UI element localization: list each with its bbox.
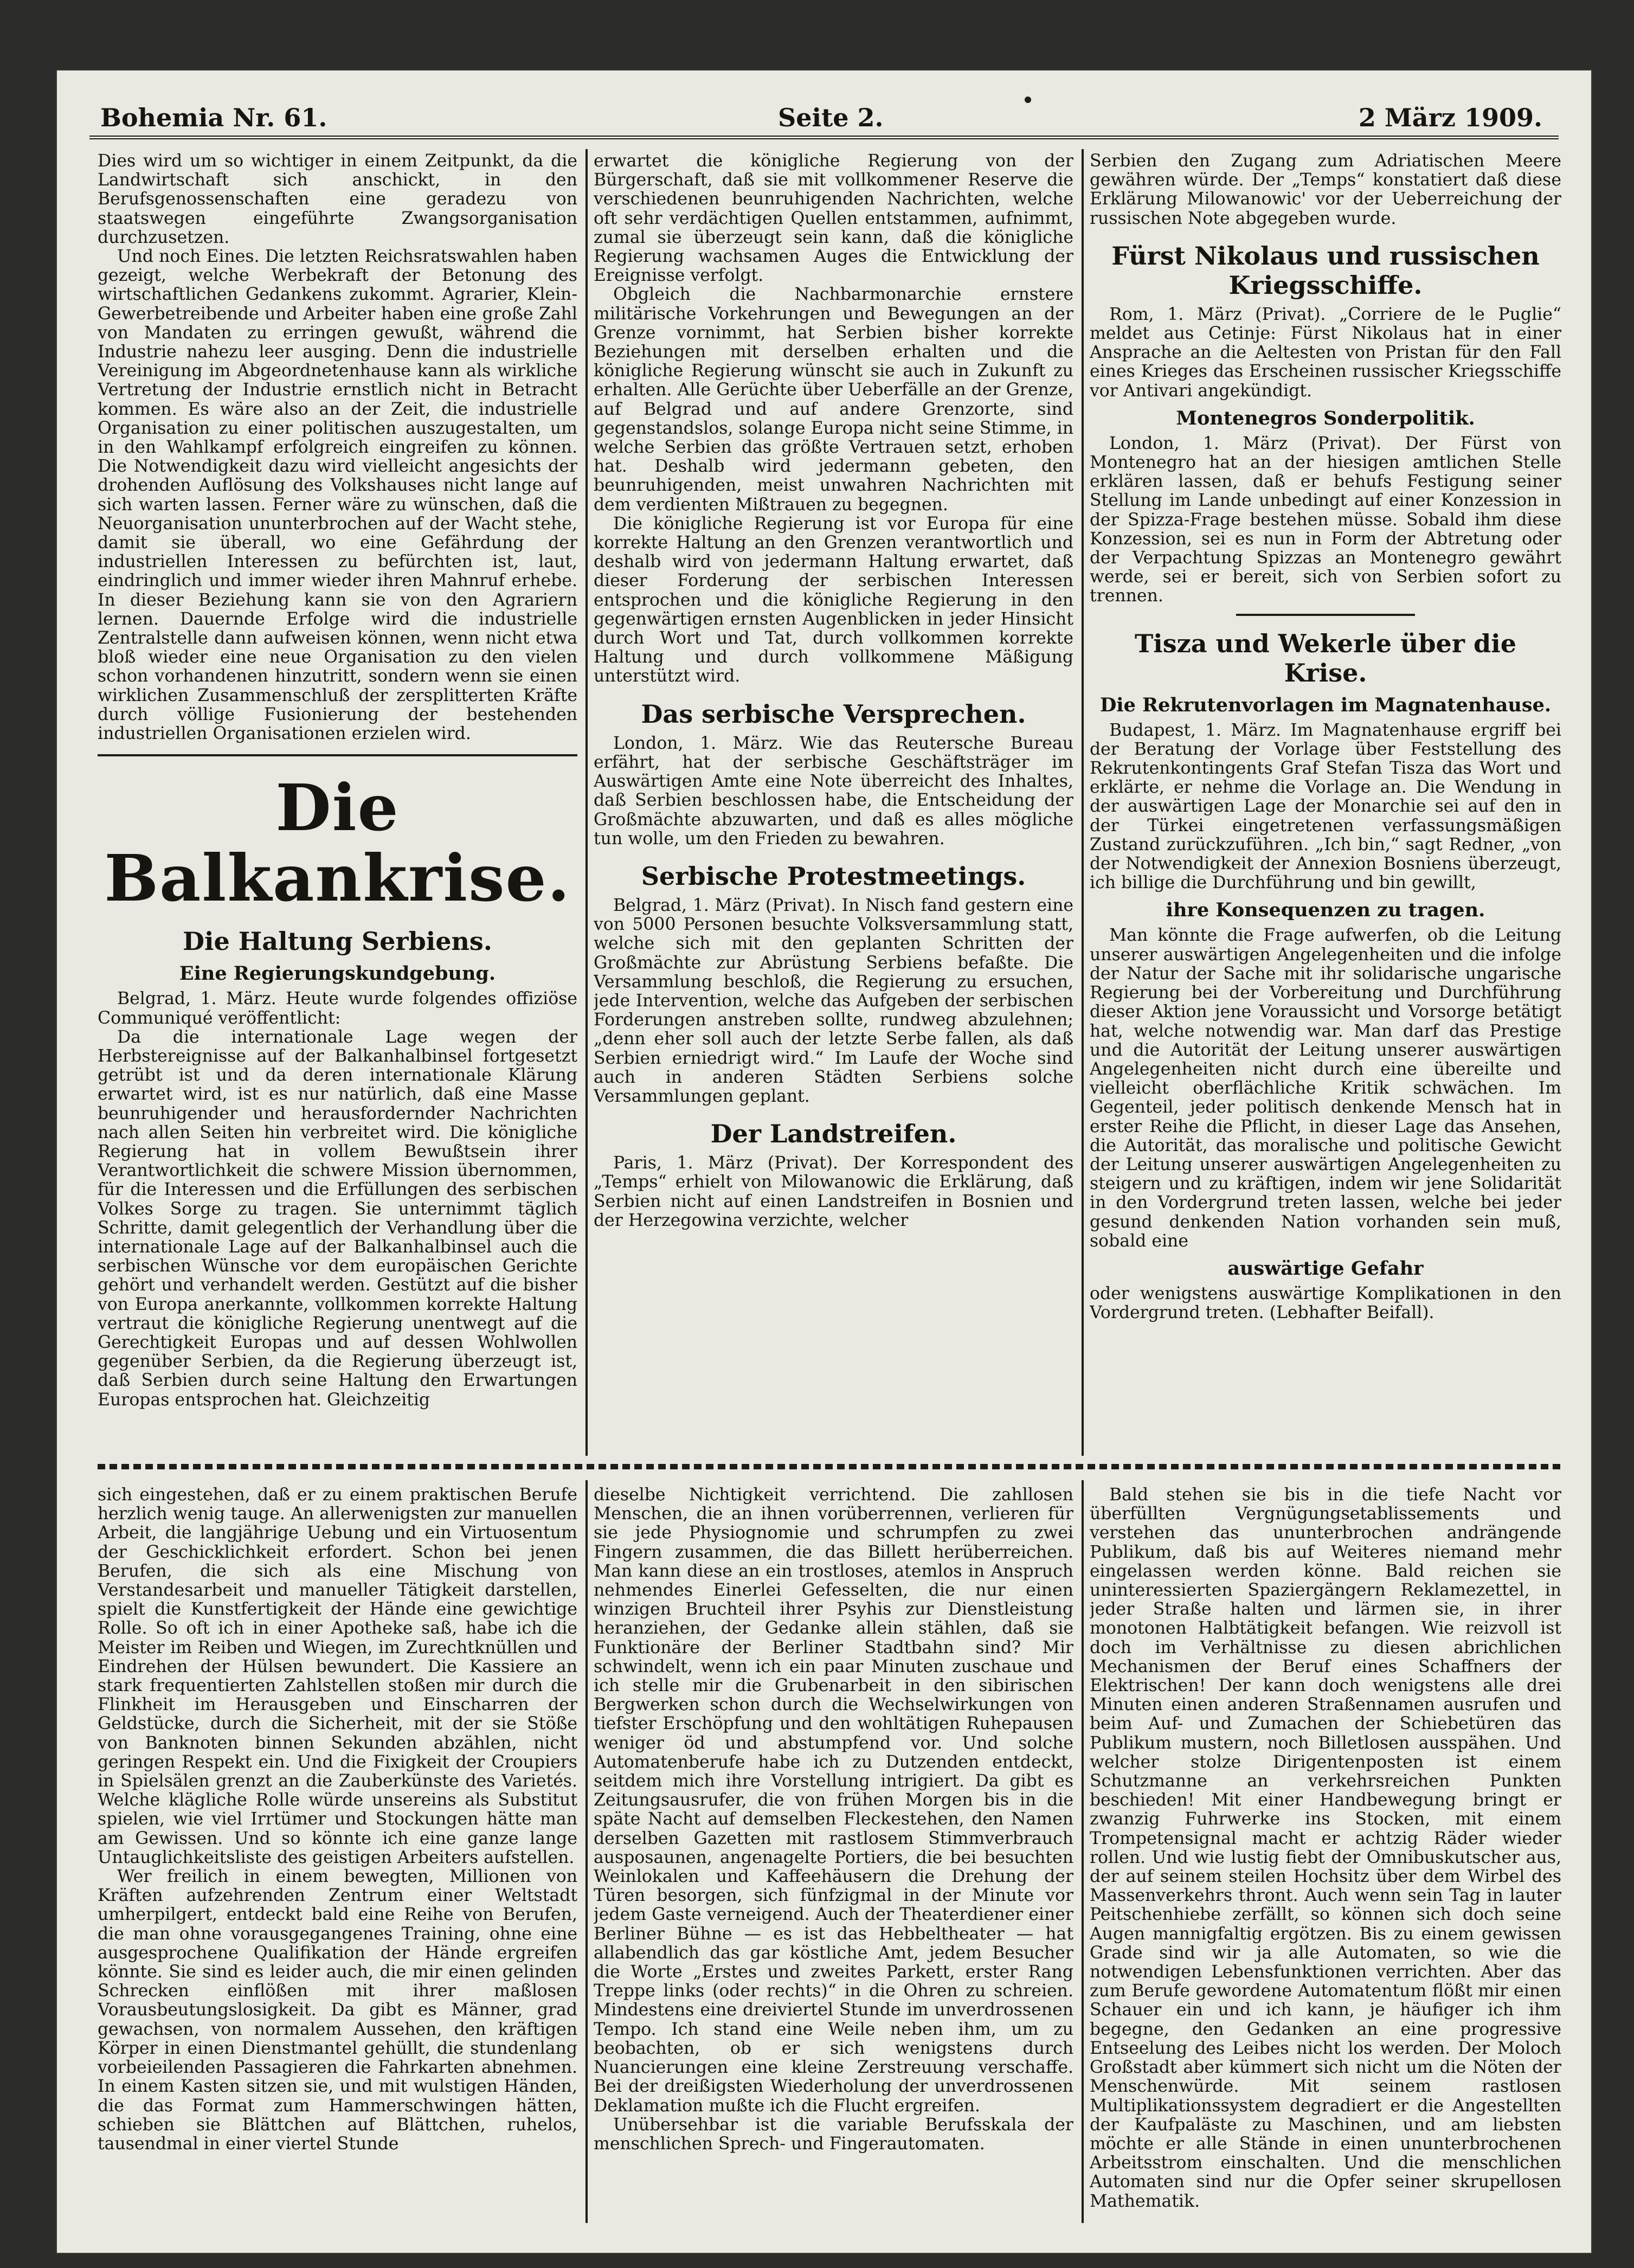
article-paragraph: Obgleich die Nachbarmonarchie ernstere militärische Vorkehrungen und Bewegungen an der Grenze vornimmt, hat Serbien bisher korrekte Beziehungen mit derselben erhalten und die königliche Regierung wünscht sie auch in Zukunft zu erhalten. Alle Gerüchte über Ueberfälle an der Grenze, auf Belgrad und auf andere Grenzorte, sind gegenstandslos, solange Europa nicht seine Stimme, in welche Serbien das größte Vertrauen setzt, erhoben hat. Deshalb wird jedermann gebeten, den beunruhigenden, meist unwahren Nachrichten mit dem verdienten Mißtrauen zu begegnen. bbox=[594, 285, 1073, 515]
article-paragraph: Serbien den Zugang zum Adriatischen Meere gewähren würde. Der „Temps“ konstatiert daß diese Erklärung Milowanowic' vor der Ueberreichung der russischen Note abgegeben wurde. bbox=[1090, 152, 1561, 228]
issue-date: 2 März 1909. bbox=[1358, 103, 1542, 132]
column-rule bbox=[1082, 1480, 1084, 2223]
bottom-column-3 bbox=[1090, 1486, 1561, 2223]
section-title: Die Balkankrise. bbox=[104, 770, 571, 916]
article-paragraph: Rom, 1. März (Privat). „Corriere de le Puglie“ meldet aus Cetinje: Fürst Nikolaus hat in einer Ansprache an die Aeltesten von Pristan für den Fall eines Krieges das Erscheinen russischer Kriegsschiffe vor Antivari angekündigt. bbox=[1090, 304, 1561, 401]
short-divider bbox=[1236, 614, 1416, 616]
feuilleton-divider bbox=[98, 1464, 1561, 1469]
top-column-3 bbox=[1090, 152, 1561, 1453]
feuilleton-paragraph: Unübersehbar ist die variable Berufsskala der menschlichen Sprech- und Fingerautomaten. bbox=[594, 2115, 1073, 2154]
article-paragraph: Paris, 1. März (Privat). Der Korrespondent des „Temps“ erhielt von Milowanowic die Erklärung, daß Serbien nicht auf einen Landstreifen in Bosnien und der Herzegowina verzichte, welcher bbox=[594, 1153, 1073, 1230]
article-paragraph: Die königliche Regierung ist vor Europa für eine korrekte Haltung an den Grenzen verantwortlich und deshalb wird von jedermann Haltung erwartet, daß dieser Forderung der serbischen Interessen entsprochen und die königliche Regierung in den gegenwärtigen ernsten Augenblicken in jeder Hinsicht durch Wort und Tat, durch vollkommen korrekte Haltung und durch vollkommene Mäßigung unterstützt wird. bbox=[594, 513, 1073, 686]
inline-heading: ihre Konsequenzen zu tragen. bbox=[1166, 899, 1485, 922]
column-rule bbox=[586, 1480, 588, 2223]
paper-name: Bohemia Nr. 61. bbox=[100, 103, 327, 132]
article-paragraph: Dies wird um so wichtiger in einem Zeitpunkt, da die Landwirtschaft sich anschickt, in den Berufsgenossenschaften eine geradezu von staatswegen eingeführte Zwangsorganisation durchzusetzen. bbox=[98, 152, 577, 247]
article-paragraph: Budapest, 1. März. Im Magnatenhause ergriff bei der Beratung der Vorlage über Feststellung des Rekrutenkontingents Graf Stefan Tisza das Wort und erklärte, er nehme die Vorlage an. Die Wendung in der auswärtigen Lage der Monarchie sei auf den in der Türkei eingetretenen verfassungsmäßigen Zustand zurückzuführen. „Ich bin,“ sagt Redner, „von der Notwendigkeit der Annexion Bosniens überzeugt, ich billige die Durchführung und bin gewillt, bbox=[1090, 720, 1561, 893]
newspaper-page bbox=[57, 70, 1591, 2253]
article-paragraph: London, 1. März. Wie das Reutersche Bureau erfährt, hat der serbische Geschäftsträger im Auswärtigen Amte eine Note überreicht des Inhaltes, daß Serbien beschlossen habe, die Entscheidung der Großmächte abzuwarten, und daß es alles mögliche tun wolle, um den Frieden zu bewahren. bbox=[594, 733, 1073, 849]
article-heading: Serbische Protestmeetings. bbox=[641, 861, 1026, 891]
article-heading: Der Landstreifen. bbox=[710, 1119, 957, 1149]
article-paragraph: Da die internationale Lage wegen der Herbstereignisse auf der Balkanhalbinsel fortgesetzt getrübt ist und da deren internationale Klärung erwartet wird, ist es nur natürlich, daß eine Masse beunruhigender und herausfordernder Nachrichten nach allen Seiten hin verbreitet wird. Die königliche Regierung hat in vollem Bewußtsein ihrer Verantwortlichkeit die schwere Mission übernommen, für die Interessen und die Erfüllungen des serbischen Volkes Sorge zu tragen. Sie unternimmt täglich Schritte, damit gelegentlich der Verhandlung über die internationale Lage auf der Balkanhalbinsel auch die serbischen Wünsche vor dem europäischen Gerichte gehört und verhandelt werden. Gestützt auf die bisher von Europa anerkannte, vollkommen korrekte Haltung vertraut die königliche Regierung unentwegt auf die Gerechtigkeit Europas und auf dessen Wohlwollen gegenüber Serbien, da die Regierung überzeugt ist, daß Serbien durch seine Haltung den Erwartungen Europas entsprochen hat. Gleichzeitig bbox=[98, 1027, 577, 1410]
page-number: Seite 2. bbox=[778, 103, 884, 132]
print-dot bbox=[1025, 97, 1031, 103]
inline-heading: auswärtige Gefahr bbox=[1227, 1257, 1424, 1280]
feuilleton-paragraph: dieselbe Nichtigkeit verrichtend. Die zahllosen Menschen, die an ihnen vorüberrennen, verlieren für sie jede Physiognomie und schrumpfen zu zwei Fingern zusammen, die das Billett herüberreichen. Man kann diese an ein trostloses, atemlos in Anspruch nehmendes Einerlei Gefesselten, die nur einen winzigen Bruchteil ihrer Psyhis zur Dienstleistung heranziehen, der Gedanke allein stählen, daß sie Funktionäre der Berliner Stadtbahn sind? Mir schwindelt, wenn ich ein paar Minuten zuschaue und ich stelle mir die Grubenarbeit in den sibirischen Bergwerken schon durch die Wechselwirkungen von tiefster Erschöpfung und den wohltätigen Ruhepausen weniger öd und abstumpfend vor. Und solche Automatenberufe habe ich zu Dutzenden entdeckt, seitdem mich ihre Vorstellung intrigiert. Da gibt es Zeitungsausrufer, die von frühen Morgen bis in die späte Nacht auf demselben Fleckestehen, den Namen derselben Gazetten mit rastlosem Stimmverbrauch ausposaunen, angenagelte Portiers, die bei besuchten Weinlokalen und Kaffeehäusern die Drehung der Türen besorgen, sich fünfzigmal in der Minute vor jedem Gaste verneigend. Auch der Theaterdiener einer Berliner Bühne — es ist das Hebbeltheater — hat allabendlich das gar köstliche Amt, jedem Besucher die Worte „Erstes und zweites Parkett, erster Rang Treppe links (oder rechts)“ in die Ohren zu schreien. Mindestens eine dreiviertel Stunde im unverdrossenen Tempo. Ich stand eine Weile neben ihm, um zu beobachten, ob er sich wenigstens durch Nuancierungen eine kleine Zerstreuung verschaffe. Bei der dreißigsten Wiederholung der unverdrossenen Deklamation mußte ich die Flucht ergreifen. bbox=[594, 1486, 1073, 2116]
bottom-column-2 bbox=[594, 1486, 1073, 2223]
article-subheading: Die Rekrutenvorlagen im Magnatenhause. bbox=[1099, 693, 1552, 716]
article-heading: Fürst Nikolaus und russischen Kriegsschiffe. bbox=[1111, 241, 1540, 300]
column-rule bbox=[1082, 149, 1084, 1456]
article-paragraph: Man könnte die Frage aufwerfen, ob die Leitung unserer auswärtigen Angelegenheiten und die infolge der Natur der Sache mit ihr solidarische ungarische Regierung bei der Vorbereitung und Durchführung dieser Aktion jene Voraussicht und Vorsorge betätigt hat, welche notwendig war. Man darf das Prestige und die Autorität der Leitung unserer auswärtigen Angelegenheiten nicht durch eine übereilte und vielleicht oberflächliche Kritik schwächen. Im Gegenteil, jeder politisch denkende Mensch hat in erster Reihe die Pflicht, in dieser Lage das Ansehen, die Autorität, das moralische und politische Gewicht der Leitung unserer auswärtigen Angelegenheiten zu steigern und zu kräftigen, indem wir jene Solidarität in den Vordergrund treten lassen, welche bei jeder gesund denkenden Nation vorhanden sein muß, sobald eine bbox=[1090, 926, 1561, 1251]
article-paragraph: oder wenigstens auswärtige Komplikationen in den Vordergrund treten. (Lebhafter Beifall). bbox=[1090, 1283, 1561, 1323]
header-rule bbox=[89, 136, 1559, 139]
article-heading: Das serbische Versprechen. bbox=[641, 699, 1026, 729]
section-divider bbox=[98, 754, 577, 756]
article-paragraph: Belgrad, 1. März. Heute wurde folgendes offiziöse Communiqué veröffentlicht: bbox=[98, 989, 577, 1028]
top-column-2 bbox=[594, 152, 1073, 1453]
article-paragraph: London, 1. März (Privat). Der Fürst von Montenegro hat an der hiesigen amtlichen Stelle erklären lassen, daß er behufs Festigung seiner Stellung im Lande unbedingt auf einer Konzession in der Spizza-Frage bestehen müsse. Sobald ihm diese Konzession, sei es nun in Form der Abtretung oder der Verpachtung Spizzas an Montenegro gewährt werde, sei er bereit, sich von Serbien sofort zu trennen. bbox=[1090, 433, 1561, 606]
top-column-1 bbox=[98, 152, 577, 1453]
article-heading: Montenegros Sonderpolitik. bbox=[1176, 407, 1475, 429]
article-paragraph: erwartet die königliche Regierung von der Bürgerschaft, daß sie mit vollkommener Reserve die verschiedenen beunruhigenden Nachrichten, welche oft sehr verdächtigen Quellen entstammen, aufnimmt, zumal sie überzeugt sein kann, daß die königliche Regierung wachsamen Auges die Entwicklung der Ereignisse verfolgt. bbox=[594, 152, 1073, 286]
bottom-column-1 bbox=[98, 1486, 577, 2223]
feuilleton-paragraph: Bald stehen sie bis in die tiefe Nacht vor überfüllten Vergnügungsetablissements und verstehen das ununterbrochen andrängende Publikum, daß bis auf Weiteres niemand mehr eingelassen werden könne. Bald reichen sie uninteressierten Spaziergängern Reklamezettel, in jeder Straße halten und lärmen sie, in ihrer monotonen Halbtätigkeit befangen. Wie reizvoll ist doch im Verhältnisse zu diesen abrichlichen Mechanismen der Beruf eines Schaffners der Elektrischen! Der kann doch wenigstens alle drei Minuten einen anderen Straßennamen ausrufen und beim Auf- und Zumachen der Schiebetüren das Publikum mustern, noch Billetlosen ausspähen. Und welcher stolze Dirigentenposten ist einem Schutzmanne an verkehrsreichen Punkten beschieden! Mit einer Handbewegung bringt er zwanzig Fuhrwerke ins Stocken, mit einem Trompetensignal macht er achtzig Räder wieder rollen. Und wie lustig fiebt der Omnibuskutscher aus, der auf seinem steilen Hochsitz über dem Wirbel des Massenverkehrs thront. Auch wenn sein Tag in lauter Peitschenhiebe zerfällt, so können sich doch seine Augen mannigfaltig ergötzen. Bis zu einem gewissen Grade sind wir ja alle Automaten, so wie die notwendigen Lebensfunktionen verrichten. Aber das zum Berufe gewordene Automatentum flößt mir einen Schauer ein und ich kann, je häufiger ich ihm begegne, den Gedanken an eine progressive Entseelung des Leibes nicht los werden. Der Moloch Großstadt aber kümmert sich nicht um die Nöten der Menschenwürde. Mit seinem rastlosen Multiplikationssystem degradiert er die Angestellten der Kaufpaläste zu Maschinen, und am liebsten möchte er alle Stände in einen ununterbrochenen Arbeitsstrom einschalten. Und die menschlichen Automaten sind nur die Opfer seiner skrupellosen Mathematik. bbox=[1090, 1486, 1561, 2211]
article-paragraph: Belgrad, 1. März (Privat). In Nisch fand gestern eine von 5000 Personen besuchte Volksversammlung statt, welche sich mit den geplanten Schritten der Großmächte zur Abrüstung Serbiens befaßte. Die Versammlung beschloß, die Regierung zu ersuchen, jede Intervention, welche das Aufgeben der serbischen Forderungen anstreben sollte, rundweg abzulehnen; „denn eher soll auch der letzte Serbe fallen, als daß Serbien erniedrigt wird.“ Im Laufe der Woche sind auch in anderen Städten Serbiens solche Versammlungen geplant. bbox=[594, 895, 1073, 1106]
column-rule bbox=[586, 149, 588, 1456]
article-paragraph: Und noch Eines. Die letzten Reichsratswahlen haben gezeigt, welche Werbekraft der Betonung des wirtschaftlichen Gedankens zukommt. Agrarier, Klein-Gewerbetreibende und Arbeiter haben eine große Zahl von Mandaten zu erringen gewußt, während die Industrie nahezu leer ausging. Denn die industrielle Vereinigung im Abgeordnetenhause kann als wirkliche Vertretung der Industrie ernstlich nicht in Betracht kommen. Es wäre also an der Zeit, die industrielle Organisation zu einer politischen auszugestalten, um in den Wahlkampf erfolgreich eingreifen zu können. Die Notwendigkeit dazu wird vielleicht angesichts der drohenden Auflösung des Volkshauses nicht lange auf sich warten lassen. Ferner wäre zu wünschen, daß die Neuorganisation ununterbrochen auf der Wacht stehe, damit sie überall, wo eine Gefährdung der industriellen Interessen zu befürchten ist, laut, eindringlich und immer wieder ihren Mahnruf erhebe. In dieser Beziehung kann sie von den Agrariern lernen. Dauernde Erfolge wird die industrielle Zentralstelle dann aufweisen können, wenn nicht etwa bloß wieder eine neue Organisation zu den vielen schon vorhandenen hinzutritt, sondern wenn sie einen wirklichen Zusammenschluß der zersplitterten Kräfte durch völlige Fusionierung der bestehenden industriellen Organisationen erzielen wird. bbox=[98, 247, 577, 744]
feuilleton-paragraph: sich eingestehen, daß er zu einem praktischen Berufe herzlich wenig tauge. An allerwenigsten zur manuellen Arbeit, die langjährige Uebung und ein Virtuosentum der Geschicklichkeit erfordert. Schon bei jenen Berufen, die sich als eine Mischung von Verstandesarbeit und manueller Tätigkeit darstellen, spielt die Kunstfertigkeit der Hände eine gewichtige Rolle. So oft ich in einer Apotheke saß, habe ich die Meister im Reiben und Wiegen, im Zurechtknüllen und Eindrehen der Hülsen bewundert. Die Kassiere an stark frequentierten Zahlstellen stoßen mir durch die Flinkheit im Herausgeben und Einscharren der Geldstücke, durch die Sicherheit, mit der sie Stöße von Banknoten binnen Sekunden abzählen, nicht geringen Respekt ein. Und die Fixigkeit der Croupiers in Spielsälen grenzt an die Zauberkünste des Varietés. Welche klägliche Rolle würde unsereins als Substitut spielen, wie viel Irrtümer und Stockungen hätte man am Gewissen. Und so könnte ich eine ganze lange Untauglichkeitsliste des geistigen Arbeiters aufstellen. bbox=[98, 1486, 577, 1867]
article-heading: Tisza und Wekerle über die Krise. bbox=[1135, 628, 1516, 688]
article-heading: Eine Regierungskundgebung. bbox=[179, 962, 496, 985]
section-subtitle: Die Haltung Serbiens. bbox=[183, 927, 492, 956]
feuilleton-paragraph: Wer freilich in einem bewegten, Millionen von Kräften aufzehrenden Zentrum einer Weltstadt umherpilgert, entdeckt bald eine Reihe von Berufen, die man ohne vorausgegangenes Training, ohne eine ausgesprochene Qualifikation der Hände ergreifen könnte. Sie sind es leider auch, die mir einen gelinden Schrecken einflößen mit ihrer maßlosen Vorausbeutungslosigkeit. Da gibt es Männer, grad gewachsen, von normalem Aussehen, den kräftigen Körper in einen Dienstmantel gehüllt, die stundenlang vorbeieilenden Passagieren die Fahrkarten abnehmen. In einem Kasten sitzen sie, und mit wulstigen Händen, die das Format zum Hammerschwingen hätten, schieben sie Blättchen auf Blättchen, ruhelos, tausendmal in einer viertel Stunde bbox=[98, 1867, 577, 2154]
